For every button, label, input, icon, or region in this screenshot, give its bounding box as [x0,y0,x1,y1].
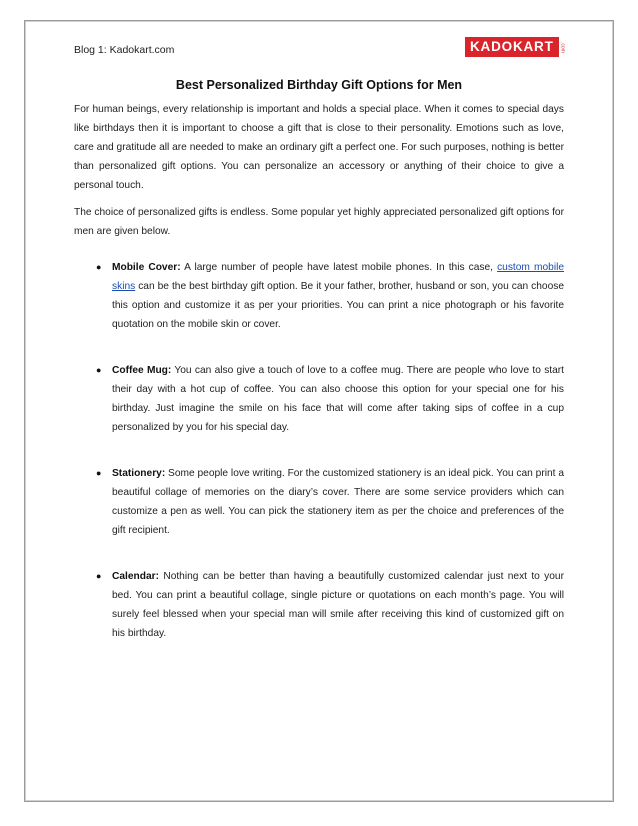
bullet-icon: ● [96,571,102,581]
bullet-icon: ● [96,365,102,375]
bullet-icon: ● [96,468,102,478]
logo-wordmark: KADOKART [465,37,559,57]
item-text: Some people love writing. For the customized stationery is an ideal pick. You can print a beautiful collage of memories on the diary’s cover. There are some service providers which can customize a pen as well. You can pick the stationery item as per the choice and preferences of the gift recipient. [112,468,564,536]
item-text: Nothing can be better than having a beautifully customized calendar just next to your bed. You can print a beautiful collage, single picture or quotations on each month’s page. You will surely feel blessed when your special man will smile after receiving this kind of customized gift on his birthday. [112,571,564,639]
item-term: Coffee Mug: [112,365,172,376]
article-body [74,100,564,670]
intro-paragraph: For human beings, every relationship is important and holds a special place. When it comes to special days like birthdays then it is important to choose a gift that is close to their personality. Emotions such as love, care and gratitude all are needed to make an ordinary gift a perfect one. For such purposes, nothing is better than personalized gift options. You can personalize an accessory or anything of their choice to give a personal touch. [74,104,564,191]
list-item-coffee-mug [74,361,564,437]
gift-list [74,258,564,643]
page-header-text: Blog 1: Kadokart.com [74,44,175,56]
list-item-calendar [74,567,564,643]
item-text: You can also give a touch of love to a coffee mug. There are people who love to start their day with a hot cup of coffee. You can also choose this option for your special one for his birthday. Just imagine the smile on his face that will come after taking sips of coffee in a cup personalized by you for his special day. [112,365,565,433]
item-text: A large number of people have latest mobile phones. In this case, [180,262,498,273]
choice-paragraph: The choice of personalized gifts is endless. Some popular yet highly appreciated personalized gift options for men are given below. [74,207,564,237]
item-term: Calendar: [112,571,159,582]
custom-mobile-skins-link[interactable]: custom mobile skins [112,262,565,292]
item-term: Mobile Cover: [112,262,181,273]
list-item-stationery [74,464,564,540]
list-item-mobile-cover [74,258,564,334]
bullet-icon: ● [96,262,102,272]
article-title: Best Personalized Birthday Gift Options for Men [175,78,463,92]
logo-suffix: .com [559,41,566,53]
item-text-cont: can be the best birthday gift option. Be it your father, brother, husband or son, you can choose this option and customize it as per your priorities. You can print a nice photograph or his favorite quotation on the mobile skin or cover. [112,281,564,330]
item-term: Stationery: [112,468,166,479]
kadokart-logo[interactable] [465,37,566,57]
